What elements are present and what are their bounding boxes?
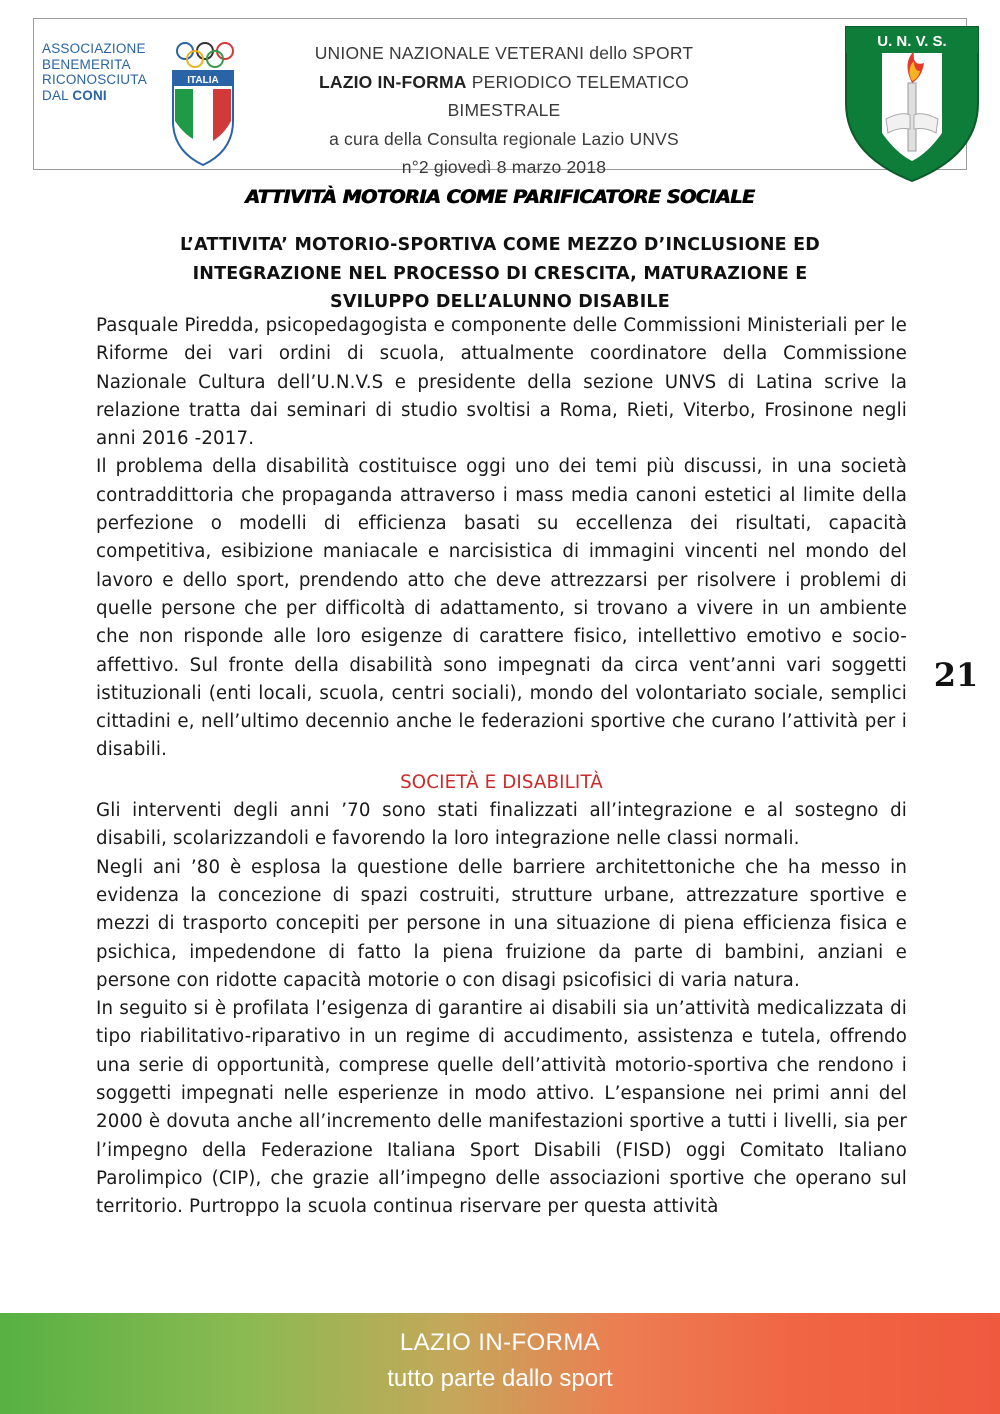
footer-banner — [0, 1313, 1000, 1414]
paragraph: In seguito si è profilata l’esigenza di garantire ai disabili sia un’attività medicalizzata di tipo riabilitativo-riparativo in un regime di accudimento, assistenza e tutela, offrendo una serie di opportunità, comprese quelle dell’attività motorio-sportiva che rendono i soggetti impegnati nelle esperienze in modo attivo. L’espansione nei primi anni del 2000 è dovuta anche all’incremento delle manifestazioni sportive a tutti i livelli, sia per l’impegno della Federazione Italiana Sport Disabili (FISD) oggi Comitato Italiano Parolimpico (CIP), che grazie all’impegno delle associazioni sportive che operano sul territorio. Purtroppo la scuola continua riservare per questa attività — [96, 998, 907, 1218]
masthead-line-1: UNIONE NAZIONALE VETERANI dello SPORT — [314, 43, 694, 63]
masthead-line-3: a cura della Consulta regionale Lazio UNVS — [329, 128, 679, 149]
article-kicker: ATTIVITÀ MOTORIA COME PARIFICATORE SOCIALE — [245, 186, 755, 208]
coni-logo — [42, 41, 272, 166]
masthead-line-2: LAZIO IN-FORMA PERIODICO TELEMATICO BIMESTRALE — [319, 71, 689, 120]
unvs-logo-text: U. N. V. S. — [877, 33, 947, 50]
masthead — [274, 39, 734, 182]
unvs-shield-logo — [842, 23, 982, 185]
olympic-rings-icon — [174, 41, 236, 71]
article-body — [96, 312, 907, 1222]
paragraph: Negli ani ’80 è esplosa la questione delle barriere architettoniche che ha messo in evidenza la concezione di spazi costruiti, strutture urbane, attrezzature sportive e mezzi di trasporto concepiti per persone in una situazione di piena efficienza fisica e psichica, impedendone di fatto la piena fruizione da parte di bambini, anziani e persone con ridotte capacità motorie o con disagi psicofisici di varia natura. — [96, 856, 907, 991]
coni-logo-text: ASSOCIAZIONE BENEMERITA RICONOSCIUTA DAL CONI — [42, 41, 147, 103]
page-number: 21 — [933, 656, 979, 694]
paragraph: Il problema della disabilità costituisce oggi uno dei temi più discussi, in una società contraddittoria che propaganda attraverso i mass media canoni estetici al limite della perfezione o modelli di efficienza basati su eccellenza dei risultati, capacità competitiva, esibizione maniacale e narcisistica di immagini vincenti nel mondo del lavoro e dello sport, prendendo atto che deve attrezzarsi per risolvere i problemi di quelle persone che per difficoltà di adattamento, si trovano a vivere in un ambiente che non risponde alle loro esigenze di carattere fisico, intellettivo emotivo e socio-affettivo. Sul fronte della disabilità sono impegnati da circa vent’anni vari soggetti istituzionali (enti locali, scuola, centri sociali), mondo del volontariato sociale, semplici cittadini e, nell’ultimo decennio anche le federazioni sportive che curano l’attività per i disabili. — [96, 456, 907, 761]
masthead-issue-date: n°2 giovedì 8 marzo 2018 — [401, 157, 607, 177]
newsletter-header — [33, 18, 967, 177]
italia-shield-icon — [171, 69, 235, 167]
paragraph: Gli interventi degli anni ’70 sono stati finalizzati all’integrazione e al sostegno di disabili, scolarizzandoli e favorendo la loro integrazione nelle classi normali. — [96, 800, 907, 850]
footer-title: LAZIO IN-FORMA — [399, 1329, 601, 1356]
section-heading: SOCIETÀ E DISABILITÀ — [400, 771, 603, 793]
paragraph-intro: Pasquale Piredda, psicopedagogista e componente delle Commissioni Ministeriali per le Riforme dei vari ordini di scuola, attualmente coordinatore della Commissione Nazionale Cultura dell’U.N.V.S e presidente della sezione UNVS di Latina scrive la relazione tratta dai seminari di studio svoltisi a Roma, Rieti, Viterbo, Frosinone negli anni 2016 -2017. — [96, 315, 907, 450]
article-title: L’ATTIVITA’ MOTORIO-SPORTIVA COME MEZZO D’INCLUSIONE ED INTEGRAZIONE NEL PROCESSO DI CRESCITA, MATURAZIONE E SVILUPPO DELL’ALUNNO DISABILE — [179, 235, 821, 312]
italia-shield-label: ITALIA — [187, 75, 219, 86]
footer-slogan: tutto parte dallo sport — [387, 1365, 613, 1392]
